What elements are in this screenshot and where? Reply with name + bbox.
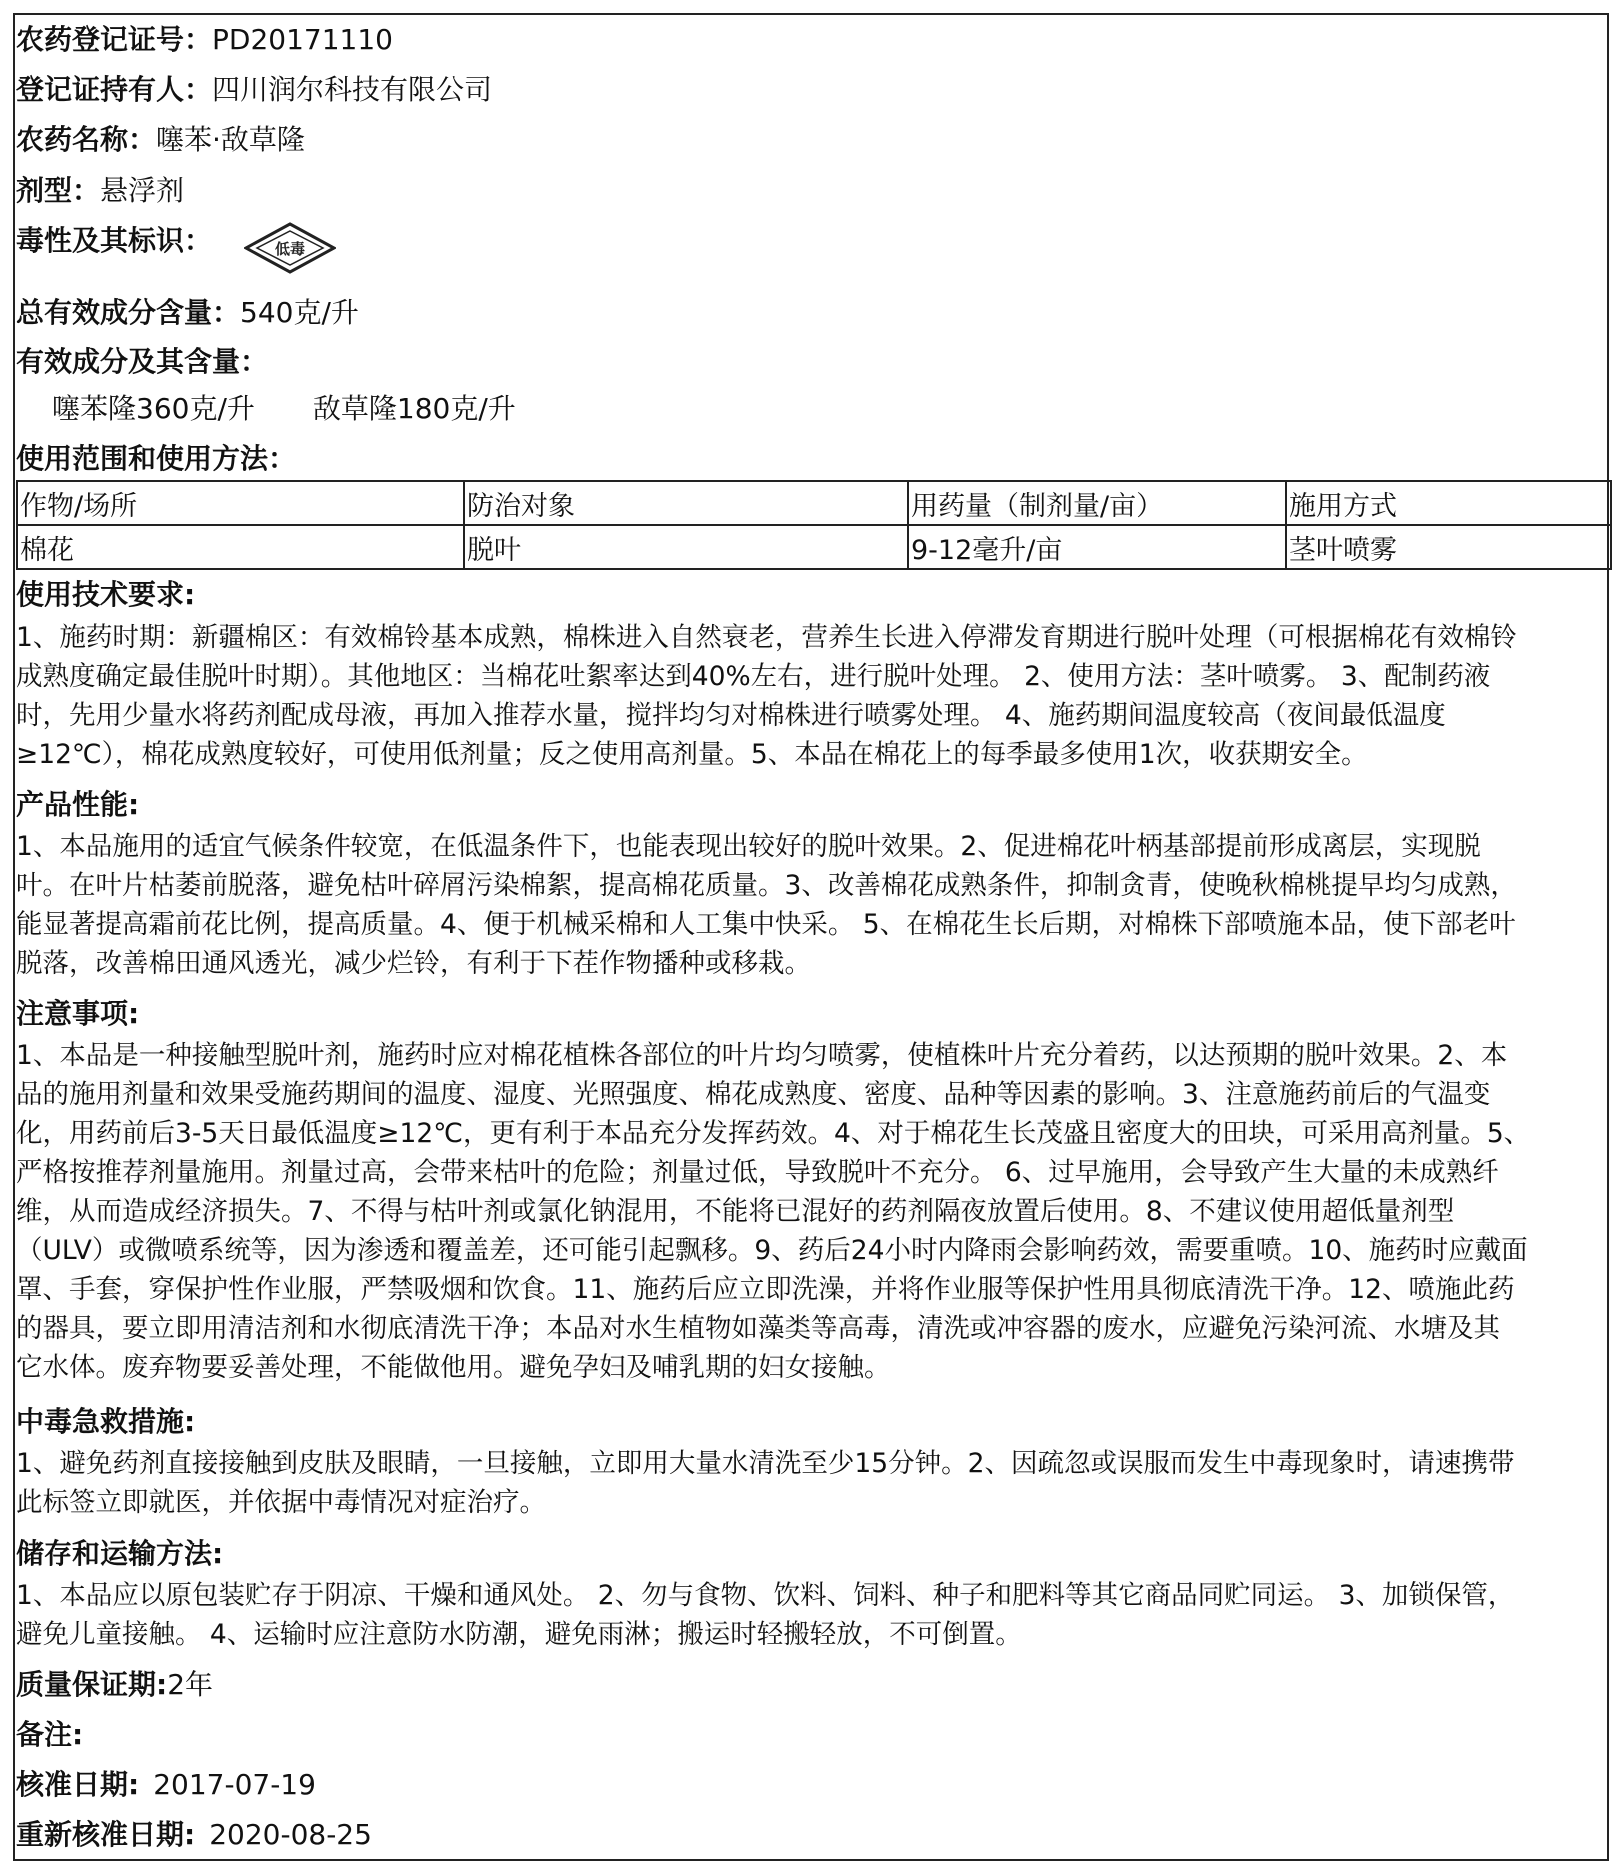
formulation-row	[16, 174, 184, 208]
precautions-text	[16, 1036, 1596, 1387]
first-aid-text	[16, 1444, 1596, 1522]
text-line: 品的施用剂量和效果受施药期间的温度、湿度、光照强度、棉花成熟度、密度、品种等因素的影响。3、注意施药前后的气温变	[16, 1079, 1491, 1110]
text-line: 成熟度确定最佳脱叶时期）。其他地区：当棉花吐絮率达到40%左右，进行脱叶处理。 2、使用方法：茎叶喷雾。 3、配制药液	[16, 661, 1491, 692]
storage-text	[16, 1576, 1596, 1654]
total-content-label: 总有效成分含量：	[16, 296, 241, 329]
section-heading: 中毒急救措施:	[16, 1405, 196, 1438]
reg-no-value: PD20171110	[212, 23, 393, 56]
remarks-row	[16, 1718, 83, 1752]
reg-no-label: 农药登记证号：	[16, 23, 213, 56]
text-line: 它水体。废弃物要妥善处理，不能做他用。避免孕妇及哺乳期的妇女接触。	[16, 1352, 891, 1383]
table-row	[17, 525, 1611, 569]
toxicity-icon-text: 低毒	[274, 240, 306, 258]
text-line: 时，先用少量水将药剂配成母液，再加入推荐水量，搅拌均匀对棉株进行喷雾处理。 4、施药期间温度较高（夜间最低温度	[16, 700, 1446, 731]
tech-requirements-heading	[16, 578, 195, 612]
text-line: 1、本品是一种接触型脱叶剂，施药时应对棉花植株各部位的叶片均匀喷雾，使植株叶片充分着药，以达预期的脱叶效果。2、本	[16, 1040, 1508, 1071]
toxicity-row	[16, 224, 212, 258]
pesticide-name-value: 噻苯·敌草隆	[156, 123, 305, 156]
first-aid-heading	[16, 1405, 195, 1439]
reapproval-date-row	[16, 1818, 372, 1852]
text-line: 罩、手套，穿保护性作业服，严禁吸烟和饮食。11、施药后应立即洗澡，并将作业服等保护性用具彻底清洗干净。12、喷施此药	[16, 1274, 1515, 1305]
text-line: 1、施药时期：新疆棉区：有效棉铃基本成熟，棉株进入自然衰老，营养生长进入停滞发育期进行脱叶处理（可根据棉花有效棉铃	[16, 622, 1517, 653]
ingredients-row	[16, 345, 268, 379]
tech-requirements-text	[16, 618, 1596, 774]
table-cell: 茎叶喷雾	[1286, 525, 1611, 569]
reapproval-date-label: 重新核准日期:	[16, 1818, 196, 1851]
text-line: 避免儿童接触。 4、运输时应注意防水防潮，避免雨淋；搬运时轻搬轻放，不可倒置。	[16, 1619, 1022, 1650]
performance-text	[16, 827, 1596, 983]
usage-table	[16, 480, 1612, 570]
text-line: 的器具，要立即用清洁剂和水彻底清洗干净；本品对水生植物如藻类等高毒，清洗或冲容器的废水，应避免污染河流、水塘及其	[16, 1313, 1500, 1344]
table-header-row	[17, 481, 1611, 525]
storage-heading	[16, 1537, 223, 1571]
text-line: 此标签立即就医，并依据中毒情况对症治疗。	[16, 1487, 546, 1518]
approval-date-value: 2017-07-19	[153, 1768, 316, 1801]
usage-row	[16, 442, 296, 476]
ingredients-list	[52, 392, 516, 426]
formulation-label: 剂型：	[16, 174, 101, 207]
formulation-value: 悬浮剂	[100, 174, 185, 207]
ingredient-item: 噻苯隆360克/升	[52, 392, 255, 425]
section-heading: 储存和运输方法:	[16, 1537, 224, 1570]
table-header-cell: 作物/场所	[17, 481, 464, 525]
text-line: （ULV）或微喷系统等，因为渗透和覆盖差，还可能引起飘移。9、药后24小时内降雨会影响药效，需要重喷。10、施药时应戴面	[16, 1235, 1528, 1266]
pesticide-name-row	[16, 123, 305, 157]
table-header-cell: 用药量（制剂量/亩）	[908, 481, 1286, 525]
shelf-life-label: 质量保证期:	[16, 1668, 168, 1701]
text-line: 化，用药前后3-5天日最低温度≥12℃，更有利于本品充分发挥药效。4、对于棉花生长茂盛且密度大的田块，可采用高剂量。5、	[16, 1118, 1531, 1149]
remarks-label: 备注:	[16, 1718, 84, 1751]
text-line: 1、本品施用的适宜气候条件较宽，在低温条件下，也能表现出较好的脱叶效果。2、促进棉花叶柄基部提前形成离层，实现脱	[16, 831, 1481, 862]
table-cell: 9-12毫升/亩	[908, 525, 1286, 569]
shelf-life-value: 2年	[167, 1668, 214, 1701]
low-toxicity-diamond-icon	[244, 222, 336, 274]
holder-value: 四川润尔科技有限公司	[212, 73, 493, 106]
table-cell: 脱叶	[464, 525, 908, 569]
section-heading: 注意事项:	[16, 997, 140, 1030]
text-line: 1、避免药剂直接接触到皮肤及眼睛，一旦接触，立即用大量水清洗至少15分钟。2、因疏忽或误服而发生中毒现象时，请速携带	[16, 1448, 1515, 1479]
ingredient-item: 敌草隆180克/升	[312, 392, 516, 425]
table-cell: 棉花	[17, 525, 464, 569]
text-line: 叶。在叶片枯萎前脱落，避免枯叶碎屑污染棉絮，提高棉花质量。3、改善棉花成熟条件，抑制贪青，使晚秋棉桃提早均匀成熟，	[16, 870, 1517, 901]
pesticide-name-label: 农药名称：	[16, 123, 157, 156]
text-line: 维，从而造成经济损失。7、不得与枯叶剂或氯化钠混用，不能将已混好的药剂隔夜放置后使用。8、不建议使用超低量剂型	[16, 1196, 1455, 1227]
performance-heading	[16, 788, 139, 822]
approval-date-label: 核准日期:	[16, 1768, 140, 1801]
total-content-value: 540克/升	[240, 296, 359, 329]
reapproval-date-value: 2020-08-25	[209, 1818, 372, 1851]
usage-label: 使用范围和使用方法：	[16, 442, 297, 475]
precautions-heading	[16, 997, 139, 1031]
section-heading: 使用技术要求:	[16, 578, 196, 611]
ingredients-label: 有效成分及其含量：	[16, 345, 269, 378]
text-line: 能显著提高霜前花比例，提高质量。4、便于机械采棉和人工集中快采。 5、在棉花生长后期，对棉株下部喷施本品，使下部老叶	[16, 909, 1516, 940]
total-content-row	[16, 296, 359, 330]
table-header-cell: 防治对象	[464, 481, 908, 525]
holder-label: 登记证持有人：	[16, 73, 213, 106]
table-header-cell: 施用方式	[1286, 481, 1611, 525]
approval-date-row	[16, 1768, 316, 1802]
text-line: 脱落，改善棉田通风透光，减少烂铃，有利于下茬作物播种或移栽。	[16, 948, 811, 979]
shelf-life-row	[16, 1668, 213, 1702]
holder-row	[16, 73, 492, 107]
reg-no-row	[16, 23, 393, 57]
text-line: ≥12℃），棉花成熟度较好，可使用低剂量；反之使用高剂量。5、本品在棉花上的每季最多使用1次，收获期安全。	[16, 739, 1368, 770]
section-heading: 产品性能:	[16, 788, 140, 821]
text-line: 1、本品应以原包装贮存于阴凉、干燥和通风处。 2、勿与食物、饮料、饲料、种子和肥料等其它商品同贮同运。 3、加锁保管，	[16, 1580, 1515, 1611]
toxicity-label: 毒性及其标识：	[16, 224, 213, 257]
text-line: 严格按推荐剂量施用。剂量过高，会带来枯叶的危险；剂量过低，导致脱叶不充分。 6、过早施用，会导致产生大量的未成熟纤	[16, 1157, 1499, 1188]
